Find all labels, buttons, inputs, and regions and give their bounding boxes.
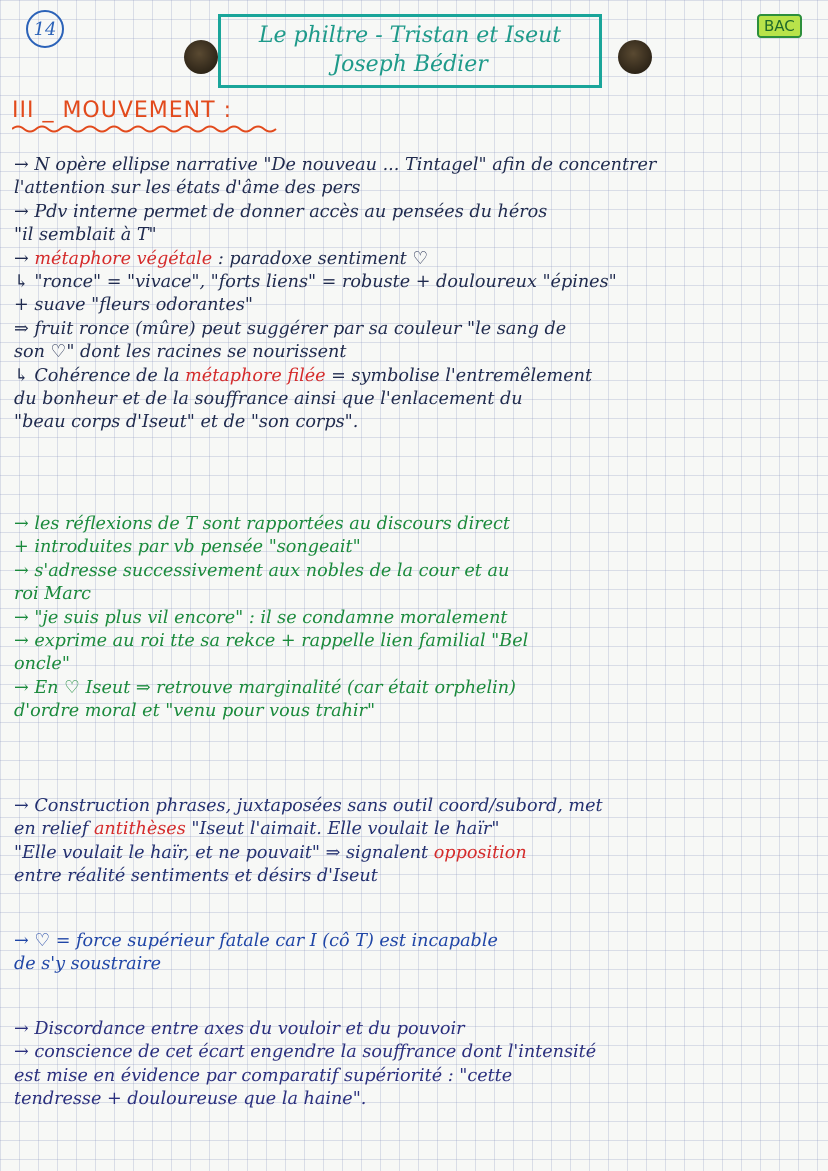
notes-block-5: [14, 1018, 814, 1112]
note-line: → N opère ellipse narrative "De nouveau ... Tintagel" afin de concentrer: [14, 155, 657, 175]
notes-block-2: [14, 513, 814, 724]
heading-wavy-underline: [12, 124, 280, 134]
notes-block-4: [14, 930, 814, 977]
note-line: entre réalité sentiments et désirs d'Iseut: [14, 866, 378, 887]
note-line: → conscience de cet écart engendre la souffrance dont l'intensité: [14, 1042, 597, 1063]
note-line: → s'adresse successivement aux nobles de la cour et au: [14, 560, 510, 581]
highlight-term: antithèses: [93, 819, 186, 840]
note-line: → "je suis plus vil encore" : il se condamne moralement: [14, 607, 508, 628]
title-line-1: Le philtre - Tristan et Iseut: [258, 23, 562, 48]
note-line: de s'y soustraire: [14, 954, 162, 975]
note-text: "Elle voulait le haïr, et ne pouvait" ⇒ signalent: [14, 842, 434, 863]
note-text: en relief: [14, 819, 94, 840]
note-line: → Discordance entre axes du vouloir et du pouvoir: [14, 1019, 465, 1039]
note-line: d'ordre moral et "venu pour vous trahir": [14, 701, 376, 722]
arrow: →: [14, 248, 35, 269]
note-line: → exprime au roi tte sa rekce + rappelle lien familial "Bel: [14, 631, 529, 652]
note-line: [14, 248, 814, 271]
highlight-term: opposition: [433, 842, 527, 863]
binder-hole-left: [184, 40, 218, 74]
note-line: → ♡ = force supérieur fatale car I (cô T) est incapable: [14, 931, 498, 951]
note-line: du bonheur et de la souffrance ainsi que l'enlacement du: [14, 389, 523, 410]
note-line: → En ♡ Iseut ⇒ retrouve marginalité (car était orphelin): [14, 677, 516, 698]
note-line: ⇒ fruit ronce (mûre) peut suggérer par sa couleur "le sang de: [14, 318, 567, 339]
note-line: → Pdv interne permet de donner accès au pensées du héros: [14, 201, 548, 222]
note-line: "il semblait à T": [14, 225, 157, 246]
note-line: + suave "fleurs odorantes": [14, 295, 254, 316]
note-line: "beau corps d'Iseut" et de "son corps".: [14, 412, 359, 433]
page-number: 14: [26, 10, 64, 48]
highlight-term: métaphore filée: [185, 365, 326, 386]
note-line: → Construction phrases, juxtaposées sans outil coord/subord, met: [14, 796, 603, 816]
note-line: + introduites par vb pensée "songeait": [14, 537, 361, 558]
notes-block-3: [14, 795, 814, 889]
note-line: oncle": [14, 654, 70, 675]
note-text: "Iseut l'aimait. Elle voulait le haïr": [185, 819, 500, 840]
note-text: = symbolise l'entremêlement: [325, 365, 593, 386]
note-line: l'attention sur les états d'âme des pers: [14, 178, 361, 199]
note-line: ↳ "ronce" = "vivace", "forts liens" = robuste + douloureux "épines": [14, 272, 617, 293]
note-text: : paradoxe sentiment ♡: [212, 248, 429, 269]
note-line: [14, 842, 814, 865]
bac-badge: BAC: [757, 14, 802, 38]
binder-hole-right: [618, 40, 652, 74]
title-line-2: Joseph Bédier: [332, 52, 488, 77]
section-heading: III _ MOUVEMENT :: [12, 98, 232, 123]
note-text: ↳ Cohérence de la: [14, 365, 186, 386]
note-line: tendresse + douloureuse que la haine".: [14, 1089, 367, 1110]
note-line: → les réflexions de T sont rapportées au discours direct: [14, 514, 510, 534]
notes-block-1: [14, 154, 814, 435]
note-line: roi Marc: [14, 584, 91, 605]
note-line: [14, 818, 814, 841]
note-line: est mise en évidence par comparatif supériorité : "cette: [14, 1065, 513, 1086]
note-line: son ♡" dont les racines se nourissent: [14, 342, 347, 363]
note-line: [14, 365, 814, 388]
title-box: [218, 14, 602, 88]
highlight-term: métaphore végétale: [34, 248, 213, 269]
